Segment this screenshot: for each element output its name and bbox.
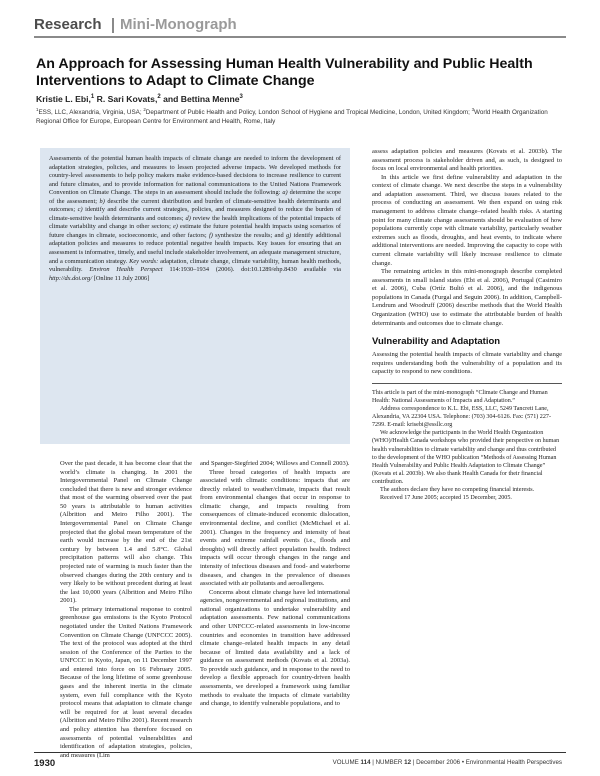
abstract-text: Assessments of the potential human health impacts of climate change are needed to inform the development of adaptation strategies, policies, and measures to lessen projected adverse impacts. We developed methods for country-level assessments to help policy makers make evidence-based decisions to increase resilience to current and future climates, and to provide information for national communications to the United Nations Framework Convention on Climate Change. The steps in an assessment should include the following: [49,155,341,197]
body-column-right [372,148,562,502]
author-name: R. Sari Kovats, [96,94,158,104]
footnote: We acknowledge the participants in the World Health Organization (WHO)/Health Canada workshops who provided their perspective on human health vulnerabilities to climate variability and change and thus contributed to the development of the WHO publication “Methods of Assessing Human Health Vulnerability and Public Health Adaptation to Climate Change” (Kovats et al. 2003b). We also thank Health Canada for their financial contribution. [372,430,560,485]
affil-mark: 1 [36,106,39,112]
abstract-step: determine the scope of the assessment; [49,189,341,205]
abstract-step-marker: b) [99,197,105,205]
affil-text: World Health Organization Regional Office for Europe, European Centre for Environment and Health, Rome, Italy [36,109,548,125]
author-list [36,94,243,104]
paragraph: Over the past decade, it has become clear that the world’s climate is changing. In 2001 the Intergovernmental Panel on Climate Change concluded that there is new and stronger evidence that most of the warming observed over the past 50 years is attributable to human activities (Albritton and Meiro Filho 2001). The Intergovernmental Panel on Climate Change projected that the global mean temperature of the earth would increase by the end of the 21st century by between 1.4 and 5.8°C. Global precipitation patterns will also change. This projected rate of warming is much faster than the observed changes during the 20th century and is very likely to be without precedent during at least the last 10,000 years (Albritton and Meiro Filho 2001). [60,460,192,605]
affil-text: ESS, LLC, Alexandria, Virginia, USA; [38,109,142,116]
footnote: Address correspondence to K.L. Ebi, ESS, LLC, 5249 Tancreti Lane, Alexandria, VA 22304 USA. Telephone: (703) 304-6126. Fax: (571) 227-7299. E-mail: krisebi@essllc.org [372,406,551,429]
author-mark: 1 [90,94,95,101]
volume-label: VOLUME [332,759,359,766]
footnotes [372,389,562,502]
paragraph: and Spanger-Siegfried 2004; Willows and Connell 2003). [200,460,350,467]
keywords-text: adaptation, climate change, climate variability, human health methods, vulnerability. [49,257,342,274]
abstract-step: describe the current distribution and burden of climate-sensitive health determinants and outcomes; [49,197,341,214]
abstract-step-marker: g) [286,231,292,239]
abstract-step-marker: c) [77,206,83,214]
body-column-middle [200,460,350,709]
body-column-left [60,460,192,760]
paragraph: In this article we first define vulnerability and adaptation in the context of climate change. We next describe the steps in a vulnerability and adaptation assessment. Third, we discuss issues related to the process of conducting an assessment. We then expand on using risk management to address climate change–related health risks. A starting point for many climate change assessments should be evaluation of how populations currently cope with climate variability, particularly weather extremes such as floods, droughts, and heat events, to indicate where additional interventions are needed. Improving the capacity to cope with current climate variability will likely increase resilience to climate change. [372,173,562,267]
paragraph: The remaining articles in this mini-monograph describe completed assessments in small island states (Ebi et al. 2006), Portugal (Casimiro et al. 2006), Cuba (Ortíz Bultó et al. 2006), and the indigenous populations in Canada (Furgal and Seguin 2006). In addition, Campbell-Lendrum and Woodruff (2006) describe methods that the World Health Organization (WHO) use to estimate the attributable burden of health determinants and outcomes due to climate change. [372,268,562,327]
section-label: Research [34,16,102,33]
affil-text: Department of Public Health and Policy, London School of Hygiene and Tropical Medicine, London, United Kingdom; [145,109,470,116]
author-name: Kristie L. Ebi, [36,94,91,104]
section-header [34,16,566,38]
journal-name: Environmental Health Perspectives [465,759,562,766]
citation-text: 114:1930–1934 (2006). doi:10.1289/ehp.8430 available via [169,266,341,274]
abstract-step-marker: a) [282,189,288,197]
abstract-step-marker: d) [185,214,191,222]
keywords-label: Key words: [129,257,159,265]
page-footer [34,752,566,769]
paragraph: assess adaptation policies and measures (Kovats et al. 2003b). The assessment process is stakeholder driven and, as such, is designed to focus on local environmental and health priorities. [372,148,562,173]
affiliations [36,106,568,126]
footnote: Received 17 June 2005; accepted 15 December, 2005. [380,495,512,502]
abstract-step-marker: e) [172,223,178,231]
subsection-label: Mini-Monograph [120,16,237,33]
doi-link[interactable]: http://dx.doi.org/ [49,274,93,282]
article-title: An Approach for Assessing Human Health Vulnerability and Public Health Interventions to Adapt to Climate Change [36,56,533,89]
issue-date: December 2006 [416,759,461,766]
citation-journal: Environ Health Perspect [89,266,163,274]
abstract-step-marker: f) [208,231,213,239]
footnote: The authors declare they have no competing financial interests. [380,487,535,493]
author-name: and Bettina Menne [163,94,240,104]
issue-number: 12 [404,759,412,766]
paragraph: Assessing the potential health impacts of climate variability and change requires understanding both the vulnerability of a population and its capacity to respond to new conditions. [372,351,562,376]
author-mark: 2 [157,94,161,101]
abstract-step: review the health implications of the potential impacts of climate variability and change in other sectors; [49,214,342,231]
paragraph: The primary international response to control greenhouse gas emissions is the Kyoto Protocol negotiated under the United Nations Framework Convention on Climate Change (UNFCCC 2005). The text of the protocol was adopted at the third session of the Conference of the Parties to the UNFCCC in Kyoto, Japan, on 11 December 1997 and entered into force on 16 February 2005. Because of the long lifetime of some greenhouse gases and the inherent inertia in the climate system, even full compliance with the Kyoto protocol means that adaptation to climate change will be required for at least several decades (Albritton and Meiro Filho 2001). Recent research and policy attention has therefore focused on assessments of potential vulnerabilities and identification of adaptation strategies, policies, and measures (Lim [60,605,192,759]
paragraph: Three broad categories of health impacts are associated with climatic conditions: impacts that are directly related to weather/climate, impacts that result from environmental changes that occur in response to climatic change, and impacts resulting from consequences of climate-induced economic dislocation, environmental decline, and conflict (McMichael et al. 2001). Changes in the frequency and intensity of heat events and extreme rainfall events (i.e., floods and droughts) will directly affect population health. Indirect impacts will occur through changes in the range and intensity of infectious diseases and food- and waterborne diseases, and changes in the prevalence of diseases associated with air pollutants and aeroallergens. [200,468,350,588]
section-divider [112,18,114,33]
online-date: [Online 11 July 2006] [93,274,150,282]
journal-info: VOLUME 114 | NUMBER 12 | December 2006 • Environmental Health Perspectives [332,759,562,766]
abstract-box [40,148,350,444]
footnote-divider [372,383,562,384]
author-mark: 3 [239,94,243,101]
abstract-step: estimate the future potential health impacts using scenarios of future changes in climate, socioeconomic, and other factors; [49,223,341,239]
volume-number: 114 [360,759,371,766]
footnote: This article is part of the mini-monograph “Climate Change and Human Health: National Assessments of Impacts and Adaptation.” [372,389,548,404]
issue-label: NUMBER [375,759,403,766]
abstract-step: identify additional adaptation policies and measures to reduce potential negative health impacts. Key issues for ensuring that an assessment is informative, timely, and useful include stakeholder involvement, an adequate management structure, and a communication strategy. [49,231,341,265]
section-heading: Vulnerability and Adaptation [372,336,501,348]
page-number: 1930 [34,758,56,769]
abstract-step: identify and describe current strategies, policies, and measures designed to reduce the burden of climate-sensitive health determinants and outcomes; [49,206,341,222]
affil-mark: 3 [471,106,475,112]
abstract-step: synthesize the results; and [215,231,284,239]
affil-mark: 2 [143,106,146,112]
paragraph: Concerns about climate change have led international agencies, nongovernmental and regional institutions, and national organizations to undertake vulnerability and adaptation assessments. Few national communications and other UNFCCC-related assessments in low-income countries and economies in transition have addressed climate change–related health impacts in any detail because of limited data availability and a lack of guidance on assessment methods (Kovats et al. 2003a). To provide such guidance, and in response to the need to develop a flexible approach for country-driven health assessments, we developed a framework using familiar methods to evaluate the impacts of climate variability and change, to identify vulnerable populations, and to [200,588,350,708]
